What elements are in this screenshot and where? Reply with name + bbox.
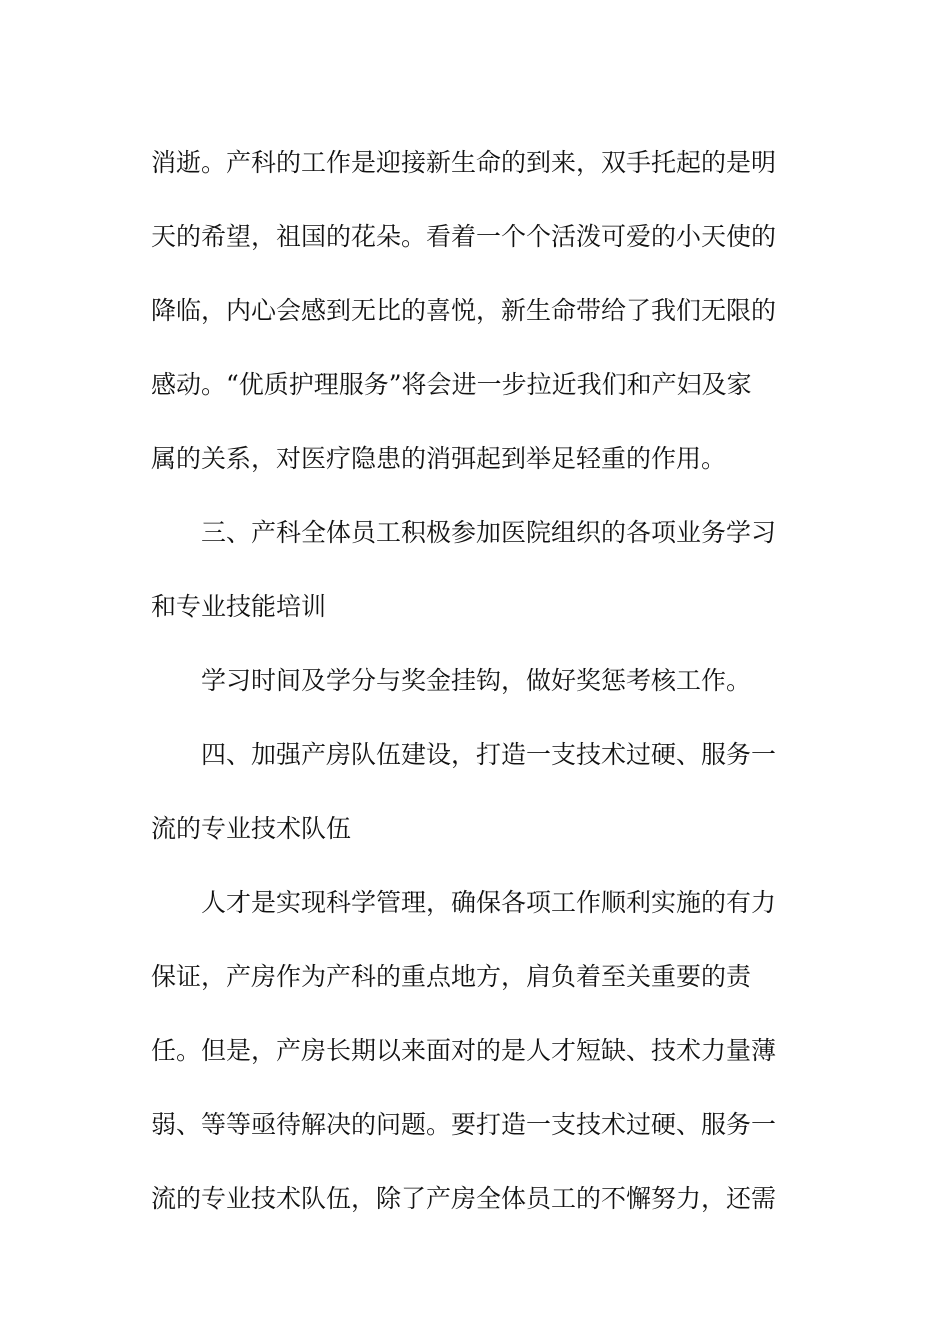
section-heading-3-line-1: 三、产科全体员工积极参加医院组织的各项业务学习 bbox=[201, 518, 777, 547]
paragraph-line: 任。但是，产房长期以来面对的是人才短缺、技术力量薄 bbox=[151, 1036, 777, 1065]
text-line-5: 属的关系，对医疗隐患的消弭起到举足轻重的作用。 bbox=[151, 444, 727, 473]
paragraph-line: 弱、等等亟待解决的问题。要打造一支技术过硬、服务一 bbox=[151, 1110, 777, 1139]
section-heading-4-line-2: 流的专业技术队伍 bbox=[151, 814, 352, 843]
paragraph-line: 学习时间及学分与奖金挂钩，做好奖惩考核工作。 bbox=[201, 666, 752, 695]
document-body bbox=[151, 126, 791, 1236]
section-heading-3-line-2: 和专业技能培训 bbox=[151, 592, 327, 621]
text-line-2: 天的希望，祖国的花朵。看着一个个活泼可爱的小天使的 bbox=[151, 222, 777, 251]
paragraph-line: 保证，产房作为产科的重点地方，肩负着至关重要的责 bbox=[151, 962, 752, 991]
paragraph-line: 流的专业技术队伍，除了产房全体员工的不懈努力，还需 bbox=[151, 1184, 777, 1213]
text-line-3: 降临，内心会感到无比的喜悦，新生命带给了我们无限的 bbox=[151, 296, 777, 325]
text-line-1: 消逝。产科的工作是迎接新生命的到来，双手托起的是明 bbox=[151, 148, 777, 177]
text-line-4: 感动。“优质护理服务”将会进一步拉近我们和产妇及家 bbox=[151, 370, 752, 399]
paragraph-line: 人才是实现科学管理，确保各项工作顺利实施的有力 bbox=[201, 888, 777, 917]
section-heading-4-line-1: 四、加强产房队伍建设，打造一支技术过硬、服务一 bbox=[201, 740, 777, 769]
